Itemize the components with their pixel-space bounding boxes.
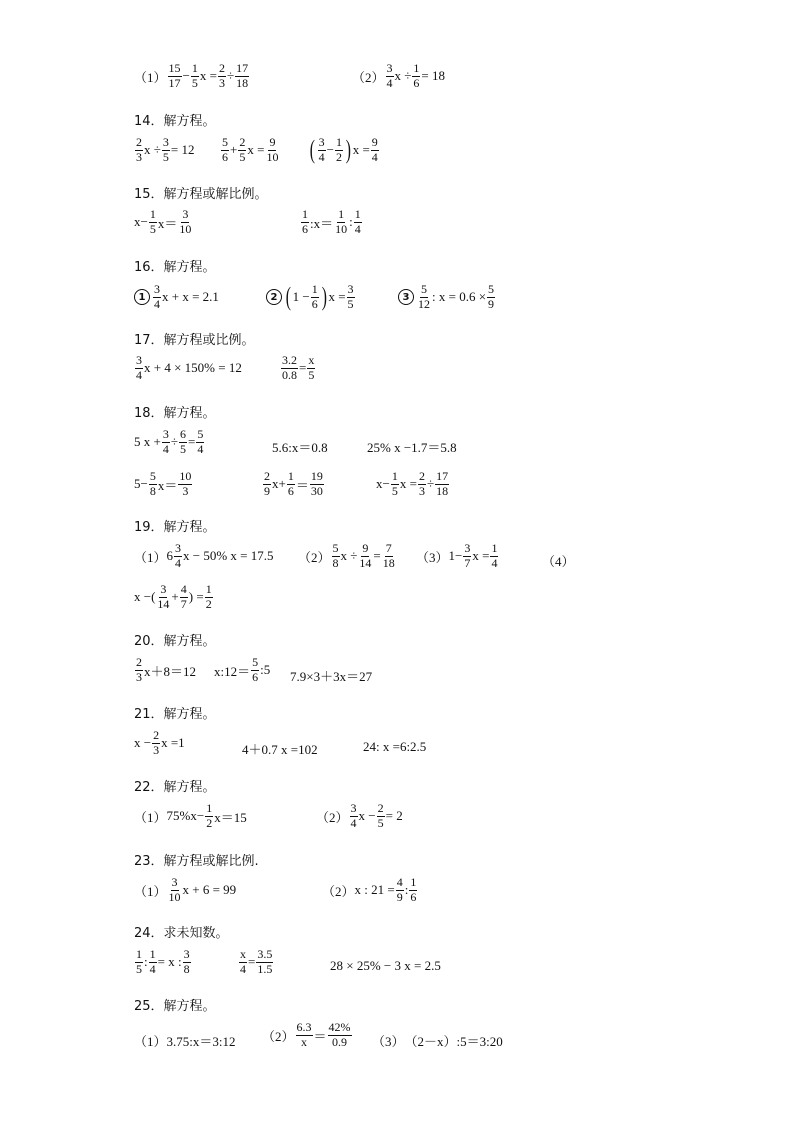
fraction: $\frac{3}{4}$: [154, 282, 160, 311]
q21-eq3: 24: x =6:2.5: [363, 739, 427, 754]
q19-eq1: （1） 6 $\frac{3}{4}$ x − 50% x = 17.5: [134, 541, 274, 570]
fraction: $\frac{6.3}{x}$: [296, 1020, 312, 1049]
fraction: $\frac{10}{3}$: [179, 469, 192, 498]
circled-number-1: 1: [134, 289, 150, 305]
q19-eq2: （2） $\frac{5}{8}$ x ÷ $\frac{9}{14}$ = $\frac{7}{18}$: [298, 541, 395, 570]
fraction: $\frac{1}{5}$: [191, 61, 198, 90]
fraction: $\frac{1}{6}$: [302, 207, 308, 236]
fraction: $\frac{3}{4}$: [350, 801, 357, 830]
fraction: $\frac{5}{12}$: [418, 282, 430, 311]
q21-eq1: x − $\frac{2}{3}$ x =1: [134, 728, 185, 757]
q14-eq3: ( $\frac{3}{4}$ − $\frac{1}{2}$ ) x = $\frac{9}{4}$: [309, 135, 378, 165]
fraction: $\frac{3}{4}$: [386, 61, 393, 90]
fraction: $\frac{5}{8}$: [149, 469, 156, 498]
fraction: $\frac{9}{4}$: [371, 135, 378, 164]
fraction: $\frac{1}{2}$: [206, 801, 213, 830]
fraction: $\frac{3}{4}$: [162, 427, 169, 456]
fraction: $\frac{1}{4}$: [149, 947, 156, 976]
q16-eq1: 1 $\frac{3}{4}$ x + x = 2.1: [134, 283, 219, 312]
fraction: $\frac{42\%}{0.9}$: [328, 1020, 351, 1049]
q15-eq2: $\frac{1}{6}$ :x＝ $\frac{1}{10}$ : $\frac{1}{4}$: [302, 207, 361, 236]
q16-eq2: 2 ( 1 − $\frac{1}{6}$ ) x = $\frac{3}{5}$: [266, 283, 356, 312]
fraction: $\frac{5}{4}$: [197, 427, 204, 456]
fraction: $\frac{3}{4}$: [175, 541, 182, 570]
fraction: $\frac{3.2}{0.8}$: [282, 353, 297, 382]
q14-eq1: $\frac{2}{3}$ x ÷ $\frac{3}{5}$ = 12: [136, 135, 195, 164]
fraction: $\frac{1}{4}$: [491, 541, 498, 570]
fraction: $\frac{1}{5}$: [149, 207, 156, 236]
q20-eq2: x:12＝ $\frac{5}{6}$ :5: [214, 655, 271, 684]
q16-eq3: 3 $\frac{5}{12}$ : x = 0.6 × $\frac{5}{9}$: [398, 283, 496, 312]
question-heading-24: 24．求未知数。: [134, 926, 229, 941]
fraction: $\frac{4}{7}$: [180, 582, 187, 611]
q25-eq3: （3） （2－x）:5＝3:20: [372, 1034, 503, 1049]
fraction: $\frac{3}{10}$: [179, 207, 192, 236]
circled-number-3: 3: [398, 289, 414, 305]
q24-eq2: $\frac{x}{4}$ = $\frac{3.5}{1.5}$: [240, 947, 273, 976]
fraction: $\frac{1}{6}$: [413, 61, 420, 90]
fraction: $\frac{5}{8}$: [332, 541, 339, 570]
fraction: $\frac{3}{7}$: [464, 541, 471, 570]
q18-eq2: 5.6:x＝0.8: [272, 440, 328, 455]
fraction: $\frac{15}{17}$: [168, 61, 181, 90]
question-heading-17: 17．解方程或比例。: [134, 333, 255, 348]
fraction: $\frac{3}{4}$: [318, 135, 325, 164]
q23-eq1: （1） $\frac{3}{10}$ x + 6 = 99: [134, 875, 237, 904]
q18-eq5: $\frac{2}{9}$ x+ $\frac{1}{6}$ ＝ $\frac{19}{30}$: [264, 469, 323, 498]
question-heading-16: 16．解方程。: [134, 260, 216, 275]
question-heading-14: 14．解方程。: [134, 114, 216, 129]
fraction: $\frac{17}{18}$: [236, 61, 249, 90]
q14-eq2: $\frac{5}{6}$ + $\frac{2}{5}$ x = $\frac{9}{10}$: [222, 135, 279, 164]
q22-eq1: （1） 75%x− $\frac{1}{2}$ x＝15: [134, 801, 247, 830]
q17-eq1: $\frac{3}{4}$ x + 4 × 150% = 12: [136, 353, 242, 382]
fraction: $\frac{9}{14}$: [359, 541, 372, 570]
fraction: $\frac{3.5}{1.5}$: [257, 947, 273, 976]
q15-eq1: x− $\frac{1}{5}$ x＝ $\frac{3}{10}$: [134, 207, 192, 236]
fraction: $\frac{2}{3}$: [153, 728, 160, 757]
fraction: $\frac{19}{30}$: [310, 469, 323, 498]
fraction: $\frac{1}{2}$: [336, 135, 343, 164]
q25-eq1: （1） 3.75:x＝3:12: [134, 1034, 236, 1049]
fraction: $\frac{5}{9}$: [488, 282, 495, 311]
fraction: $\frac{2}{3}$: [218, 61, 225, 90]
fraction: $\frac{1}{6}$: [311, 282, 318, 311]
question-heading-23: 23．解方程或解比例.: [134, 854, 259, 869]
q20-eq1: $\frac{2}{3}$ x＋8＝12: [136, 655, 197, 684]
fraction: $\frac{3}{5}$: [162, 135, 169, 164]
q19-eq3: （3） 1− $\frac{3}{7}$ x = $\frac{1}{4}$: [416, 541, 498, 570]
question-heading-21: 21．解方程。: [134, 707, 216, 722]
question-heading-19: 19．解方程。: [134, 520, 216, 535]
q24-eq3: 28 × 25% − 3 x = 2.5: [330, 958, 441, 973]
fraction: $\frac{5}{6}$: [252, 655, 259, 684]
fraction: $\frac{6}{5}$: [179, 427, 186, 456]
fraction: $\frac{1}{4}$: [354, 207, 361, 236]
fraction: $\frac{7}{18}$: [382, 541, 395, 570]
q13-label-2: （2）: [352, 69, 385, 85]
fraction: $\frac{2}{3}$: [418, 469, 425, 498]
question-heading-15: 15．解方程或解比例。: [134, 187, 268, 202]
q19-eq4: x −( $\frac{3}{14}$ + $\frac{4}{7}$ ) = $\frac{1}{2}$: [134, 582, 212, 611]
q13-eq2: （2） $\frac{3}{4}$ x ÷ $\frac{1}{6}$ = 18: [352, 61, 445, 90]
q18-eq3: 25% x −1.7＝5.8: [367, 440, 457, 455]
fraction: $\frac{x}{4}$: [240, 947, 246, 976]
fraction: $\frac{17}{18}$: [436, 469, 449, 498]
fraction: $\frac{2}{3}$: [136, 655, 142, 684]
q23-eq2: （2） x : 21 = $\frac{4}{9}$ : $\frac{1}{6}$: [322, 875, 417, 904]
fraction: $\frac{1}{5}$: [136, 947, 142, 976]
fraction: $\frac{1}{2}$: [205, 582, 212, 611]
fraction: $\frac{2}{5}$: [377, 801, 384, 830]
fraction: $\frac{5}{6}$: [222, 135, 228, 164]
question-heading-25: 25．解方程。: [134, 999, 216, 1014]
fraction: $\frac{3}{4}$: [136, 353, 142, 382]
fraction: $\frac{3}{5}$: [347, 282, 354, 311]
q19-label-4: （4）: [542, 554, 575, 569]
q20-eq3: 7.9×3＋3x＝27: [290, 669, 373, 684]
fraction: $\frac{3}{8}$: [183, 947, 190, 976]
circled-number-2: 2: [266, 289, 282, 305]
fraction: $\frac{x}{5}$: [308, 353, 315, 382]
q18-eq6: x− $\frac{1}{5}$ x = $\frac{2}{3}$ ÷ $\frac{17}{18}$: [376, 469, 449, 498]
fraction: $\frac{1}{6}$: [410, 875, 417, 904]
q21-eq2: 4＋0.7 x =102: [242, 742, 318, 757]
q22-eq2: （2） $\frac{3}{4}$ x − $\frac{2}{5}$ = 2: [316, 801, 403, 830]
question-heading-18: 18．解方程。: [134, 406, 216, 421]
q18-eq4: 5− $\frac{5}{8}$ x＝ $\frac{10}{3}$: [134, 469, 192, 498]
q24-eq1: $\frac{1}{5}$ : $\frac{1}{4}$ = x : $\frac{3}{8}$: [136, 947, 190, 976]
fraction: $\frac{1}{6}$: [287, 469, 294, 498]
fraction: $\frac{3}{10}$: [168, 875, 181, 904]
q18-eq1: 5 x + $\frac{3}{4}$ ÷ $\frac{6}{5}$ = $\frac{5}{4}$: [134, 427, 204, 456]
q13-eq1: （1） $\frac{15}{17}$ − $\frac{1}{5}$ x = $\frac{2}{3}$ ÷ $\frac{17}{18}$: [134, 61, 249, 90]
fraction: $\frac{4}{9}$: [396, 875, 403, 904]
q25-eq2: （2） $\frac{6.3}{x}$ ＝ $\frac{42\%}{0.9}$: [262, 1020, 351, 1049]
question-heading-20: 20．解方程。: [134, 634, 216, 649]
fraction: $\frac{2}{9}$: [264, 469, 270, 498]
q13-label-1: （1）: [134, 69, 167, 85]
fraction: $\frac{9}{10}$: [266, 135, 279, 164]
fraction: $\frac{1}{10}$: [335, 207, 348, 236]
question-heading-22: 22．解方程。: [134, 780, 216, 795]
fraction: $\frac{1}{5}$: [391, 469, 398, 498]
fraction: $\frac{2}{5}$: [239, 135, 246, 164]
q17-eq2: $\frac{3.2}{0.8}$ = $\frac{x}{5}$: [282, 353, 315, 382]
fraction: $\frac{2}{3}$: [136, 135, 142, 164]
fraction: $\frac{3}{14}$: [157, 582, 170, 611]
